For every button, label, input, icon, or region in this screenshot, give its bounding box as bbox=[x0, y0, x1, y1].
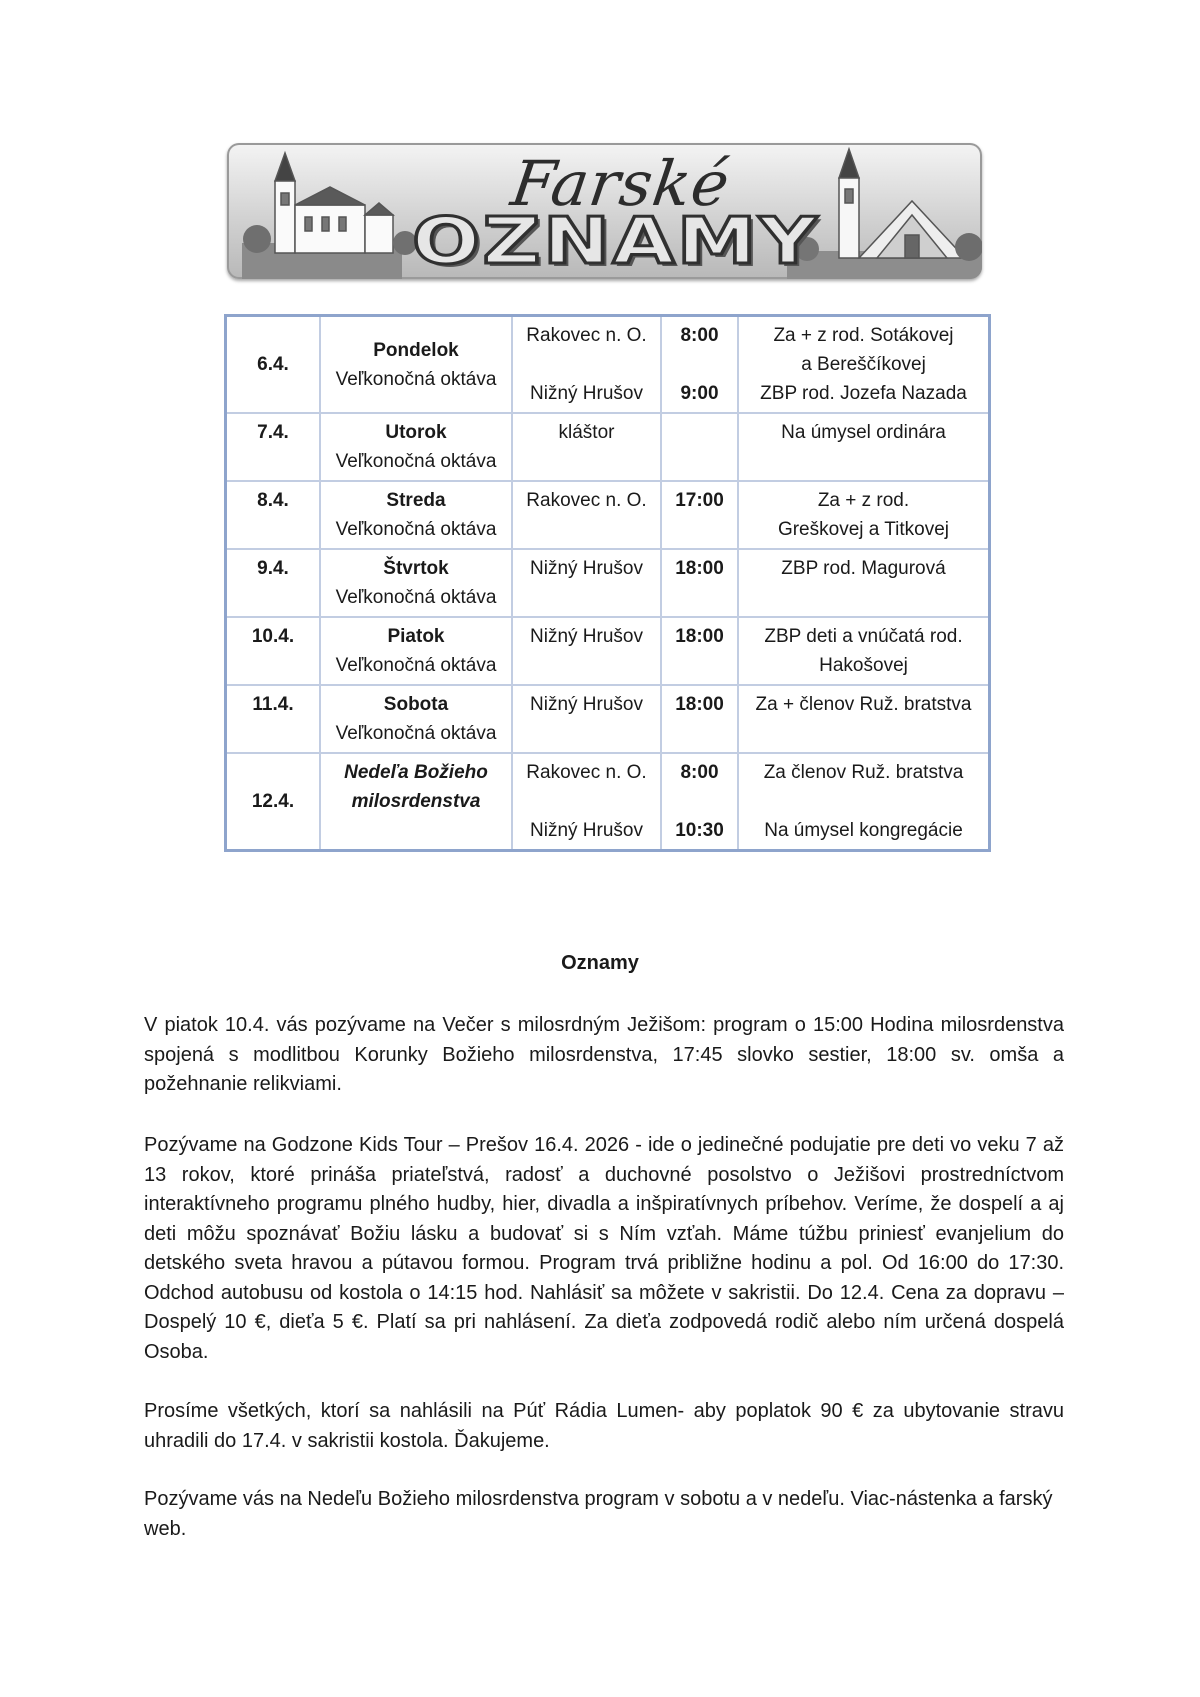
intention-text: ZBP rod. Jozefa Nazada bbox=[760, 383, 967, 404]
time-text: 8:00 bbox=[680, 762, 719, 783]
time-cell: 17:00 bbox=[661, 481, 738, 549]
table-row bbox=[226, 753, 990, 851]
date-cell: 8.4. bbox=[226, 481, 321, 549]
day-cell bbox=[320, 549, 512, 617]
time-text: 9:00 bbox=[680, 383, 719, 404]
banner-title-script: Farské bbox=[506, 147, 735, 220]
intention-text: Na úmysel kongregácie bbox=[764, 820, 963, 841]
announcement-paragraph: Pozývame vás na Nedeľu Božieho milosrdenstva program v sobotu a v nedeľu. Viac-nástenka a farský web. bbox=[144, 1488, 1053, 1540]
day-name: Piatok bbox=[387, 626, 445, 647]
place-cell: kláštor bbox=[512, 413, 661, 481]
place-cell: Nižný Hrušov bbox=[512, 685, 661, 753]
day-cell bbox=[320, 617, 512, 685]
day-name: milosrdenstva bbox=[351, 791, 481, 812]
time-cell: 18:00 bbox=[661, 549, 738, 617]
table-row bbox=[226, 549, 990, 617]
day-subtitle: Veľkonočná oktáva bbox=[335, 519, 497, 540]
day-name: Pondelok bbox=[373, 339, 459, 361]
intention-text: Za členov Ruž. bratstva bbox=[763, 762, 964, 783]
mass-schedule-table bbox=[224, 314, 991, 852]
day-name: Nedeľa Božieho bbox=[344, 762, 488, 783]
date-cell: 6.4. bbox=[226, 316, 321, 414]
time-cell bbox=[661, 753, 738, 851]
intention-cell: Za + členov Ruž. bratstva bbox=[738, 685, 990, 753]
date-cell: 10.4. bbox=[226, 617, 321, 685]
day-name: Utorok bbox=[385, 422, 447, 443]
date-cell: 11.4. bbox=[226, 685, 321, 753]
day-name: Streda bbox=[386, 490, 446, 511]
place-text: Nižný Hrušov bbox=[530, 383, 643, 404]
time-cell bbox=[661, 413, 738, 481]
day-cell bbox=[320, 685, 512, 753]
intention-text: a Bereščíkovej bbox=[801, 354, 926, 375]
intention-text: Hakošovej bbox=[819, 655, 908, 676]
day-subtitle: Veľkonočná oktáva bbox=[335, 368, 497, 390]
day-subtitle: Veľkonočná oktáva bbox=[335, 451, 497, 472]
day-cell bbox=[320, 413, 512, 481]
place-cell bbox=[512, 316, 661, 414]
day-name: Štvrtok bbox=[383, 558, 449, 579]
announcement-paragraph: Pozývame na Godzone Kids Tour – Prešov 16.4. 2026 - ide o jedinečné podujatie pre deti vo veku 7 až 13 rokov, ktoré prináša priateľstvá, radosť a duchovné posolstvo o Ježišovi prostredníctvom interaktívneho programu plného hudby, hier, divadla a inšpiratívnych príbehov. Veríme, že dospelí a aj deti môžu spoznávať Božiu lásku a budovať si s Ním vzťah. Máme túžbu priniesť evanjelium do detského sveta hravou a pútavou formou. Program trvá približne hodinu a pol. Od 16:00 do 17:30. Odchod autobusu od kostola o 14:15 hod. Nahlásiť sa môžete v sakristii. Do 12.4. Cena za dopravu – Dospelý 10 €, dieťa 5 €. Platí sa pri nahlásení. Za dieťa zodpovedá rodič alebo ním určená dospelá Osoba. bbox=[144, 1134, 1064, 1363]
announcement-paragraph: Prosíme všetkých, ktorí sa nahlásili na Púť Rádia Lumen- aby poplatok 90 € za ubytovanie stravu uhradili do 17.4. v sakristii kostola. Ďakujeme. bbox=[144, 1400, 1064, 1452]
header-banner bbox=[227, 143, 982, 279]
place-text: Rakovec n. O. bbox=[526, 762, 647, 783]
date-cell: 9.4. bbox=[226, 549, 321, 617]
intention-cell bbox=[738, 753, 990, 851]
place-cell: Rakovec n. O. bbox=[512, 481, 661, 549]
date-cell: 12.4. bbox=[226, 753, 321, 851]
intention-text: Za + z rod. bbox=[817, 490, 910, 511]
time-text: 8:00 bbox=[680, 325, 719, 346]
day-cell bbox=[320, 481, 512, 549]
table-row bbox=[226, 413, 990, 481]
time-cell: 18:00 bbox=[661, 685, 738, 753]
place-cell: Nižný Hrušov bbox=[512, 617, 661, 685]
table-row bbox=[226, 481, 990, 549]
day-cell bbox=[320, 316, 512, 414]
intention-cell bbox=[738, 316, 990, 414]
intention-cell: ZBP rod. Magurová bbox=[738, 549, 990, 617]
day-subtitle: Veľkonočná oktáva bbox=[335, 723, 497, 744]
day-subtitle: Veľkonočná oktáva bbox=[335, 655, 497, 676]
time-cell: 18:00 bbox=[661, 617, 738, 685]
left-church-icon bbox=[242, 153, 417, 279]
intention-cell: Na úmysel ordinára bbox=[738, 413, 990, 481]
table-row bbox=[226, 617, 990, 685]
banner-title-main: OZNAMY bbox=[412, 205, 820, 279]
day-name: Sobota bbox=[383, 694, 449, 715]
place-cell bbox=[512, 753, 661, 851]
date-cell: 7.4. bbox=[226, 413, 321, 481]
announcement-paragraph: V piatok 10.4. vás pozývame na Večer s milosrdným Ježišom: program o 15:00 Hodina milosrdenstva spojená s modlitbou Korunky Božieho milosrdenstva, 17:45 slovko sestier, 18:00 sv. omša a požehnanie relikviami. bbox=[144, 1014, 1064, 1095]
table-row bbox=[226, 316, 990, 414]
place-cell: Nižný Hrušov bbox=[512, 549, 661, 617]
place-text: Nižný Hrušov bbox=[530, 820, 643, 841]
intention-text: Greškovej a Titkovej bbox=[777, 519, 950, 540]
intention-cell bbox=[738, 481, 990, 549]
time-text: 10:30 bbox=[675, 820, 724, 841]
day-cell bbox=[320, 753, 512, 851]
place-text: Rakovec n. O. bbox=[526, 325, 647, 346]
day-subtitle: Veľkonočná oktáva bbox=[335, 587, 497, 608]
time-cell bbox=[661, 316, 738, 414]
intention-text: Za + z rod. Sotákovej bbox=[773, 325, 954, 346]
intention-text: ZBP deti a vnúčatá rod. bbox=[764, 626, 963, 647]
intention-cell bbox=[738, 617, 990, 685]
table-row bbox=[226, 685, 990, 753]
announcements-title: Oznamy bbox=[561, 952, 639, 974]
